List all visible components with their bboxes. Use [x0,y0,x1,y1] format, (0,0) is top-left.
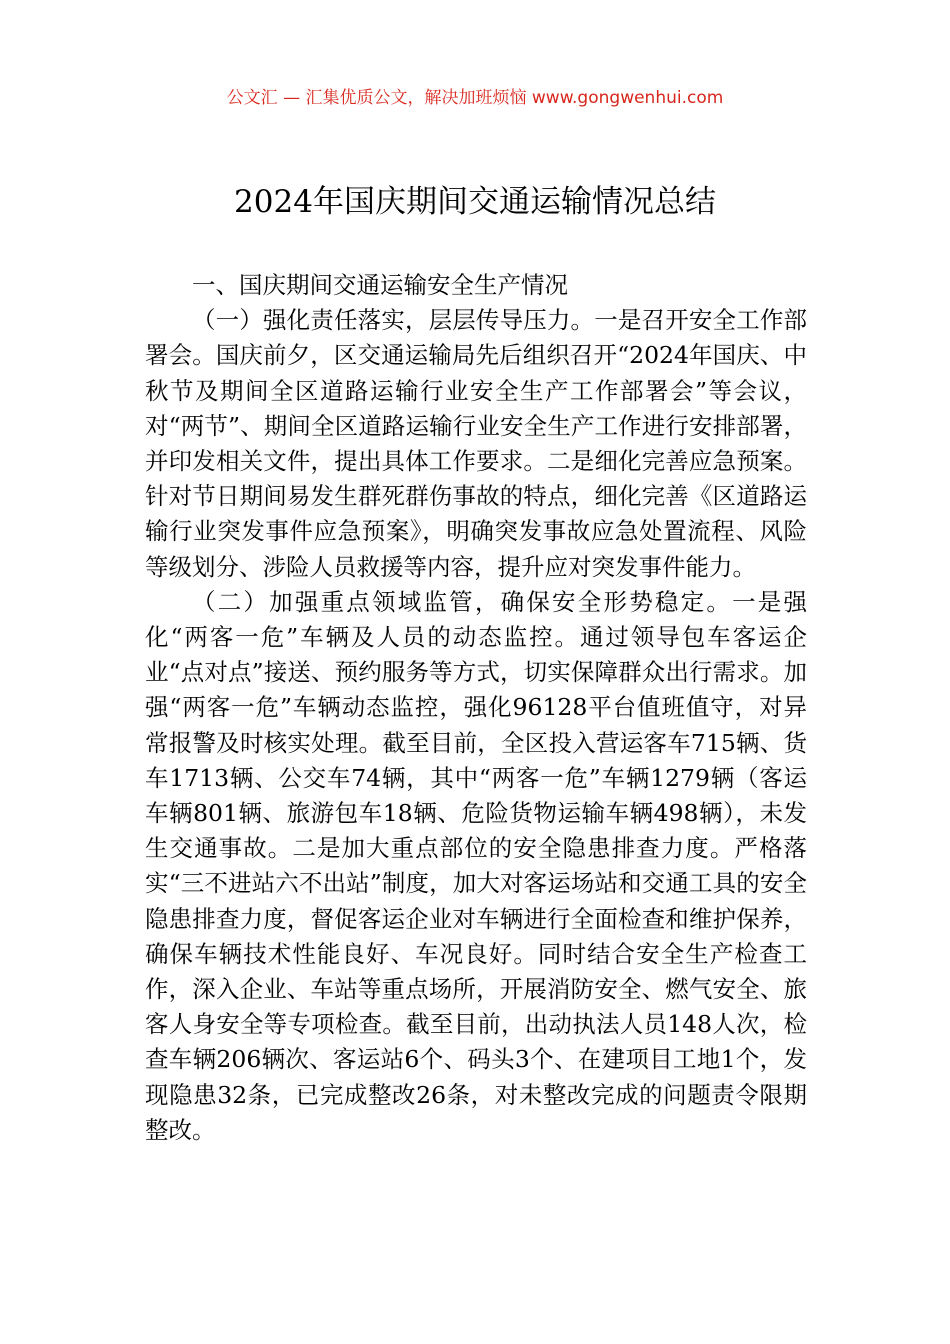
site-banner: 公文汇 — 汇集优质公文，解决加班烦恼 www.gongwenhui.com [226,88,724,108]
section-heading: 一、国庆期间交通运输安全生产情况 [192,271,568,299]
paragraph-supervision: （二）加强重点领域监管，确保安全形势稳定。一是强化“两客一危”车辆及人员的动态监控。通过领导包车客运企业“点对点”接送、预约服务等方式，切实保障群众出行需求。加强“两客一危”车辆动态监控，强化96128平台值班值守，对异常报警及时核实处理。截至目前，全区投入营运客车715辆、货车1713辆、公交车74辆，其中“两客一危”车辆1279辆（客运车辆801辆、旅游包车18辆、危险货物运输车辆498辆），未发生交通事故。二是加大重点部位的安全隐患排查力度。严格落实“三不进站六不出站”制度，加大对客运场站和交通工具的安全隐患排查力度，督促客运企业对车辆进行全面检查和维护保养，确保车辆技术性能良好、车况良好。同时结合安全生产检查工作，深入企业、车站等重点场所，开展消防安全、燃气安全、旅客人身安全等专项检查。截至目前，出动执法人员148人次，检查车辆206辆次、客运站6个、码头3个、在建项目工地1个，发现隐患32条，已完成整改26条，对未整改完成的问题责令限期整改。 [145,587,807,1144]
document-body [145,268,807,1148]
paragraph-responsibility: （一）强化责任落实，层层传导压力。一是召开安全工作部署会。国庆前夕，区交通运输局先后组织召开“2024年国庆、中秋节及期间全区道路运输行业安全生产工作部署会”等会议，对“两节”、期间全区道路运输行业安全生产工作进行安排部署，并印发相关文件，提出具体工作要求。二是细化完善应急预案。针对节日期间易发生群死群伤事故的特点，细化完善《区道路运输行业突发事件应急预案》，明确突发事故应急处置流程、风险等级划分、涉险人员救援等内容，提升应对突发事件能力。 [145,306,807,581]
document-title: 2024年国庆期间交通运输情况总结 [234,184,716,220]
